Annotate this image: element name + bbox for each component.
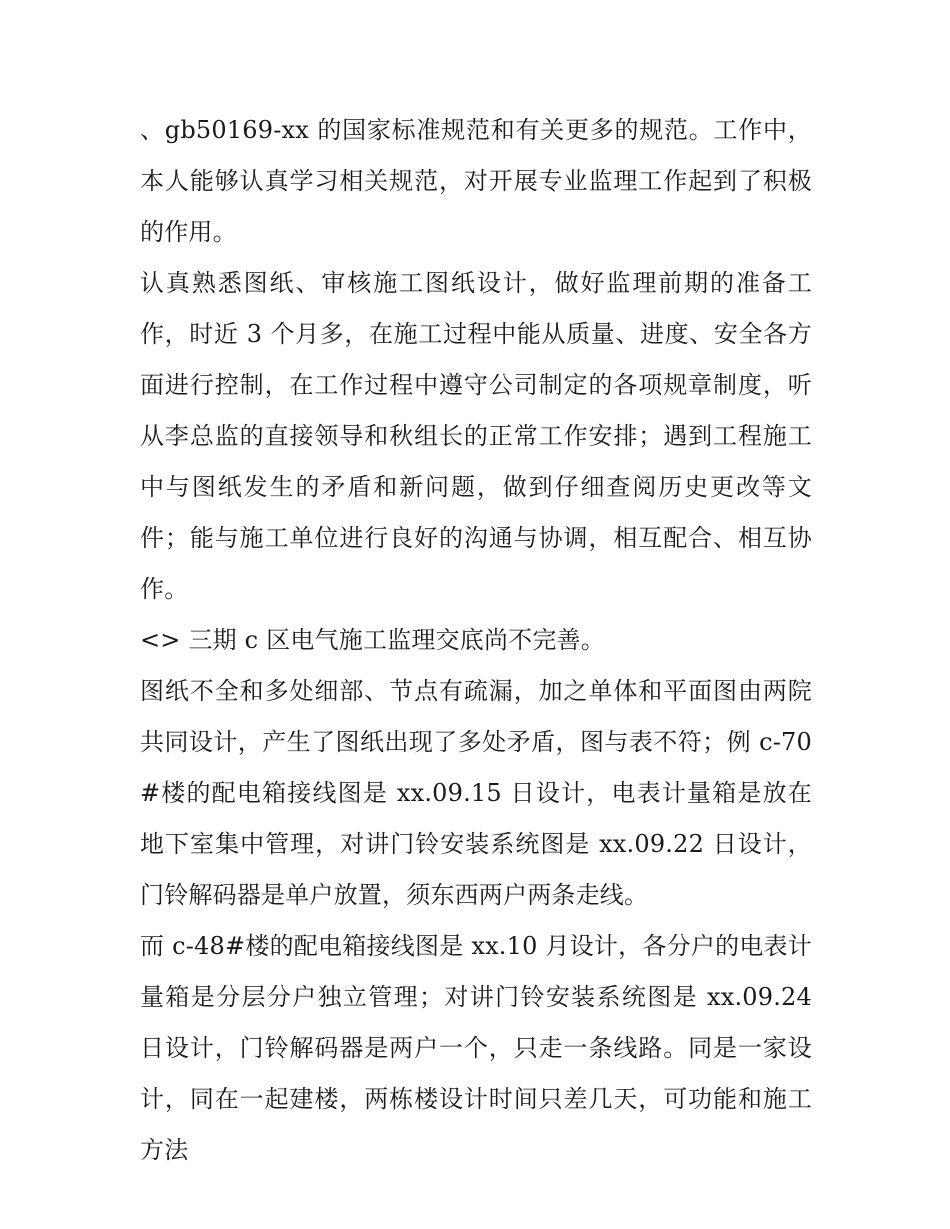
document-body: [140, 105, 812, 1176]
paragraph-drawing-conflicts: 图纸不全和多处细部、节点有疏漏，加之单体和平面图由两院共同设计，产生了图纸出现了多处矛盾，图与表不符；例 c-70#楼的配电箱接线图是 xx.09.15 日设计，电表计量箱是放在地下室集中管理，对讲门铃安装系统图是 xx.09.22 日设计，门铃解码器是单户放置，须东西两户两条走线。: [140, 677, 812, 909]
paragraph-drawing-review: 认真熟悉图纸、审核施工图纸设计，做好监理前期的准备工作，时近 3 个月多，在施工过程中能从质量、进度、安全各方面进行控制，在工作过程中遵守公司制定的各项规章制度，听从李总监的直接领导和秋组长的正常工作安排；遇到工程施工中与图纸发生的矛盾和新问题，做到仔细查阅历史更改等文件；能与施工单位进行良好的沟通与协调，相互配合、相互协作。: [140, 269, 812, 603]
paragraph-building-comparison: 而 c-48#楼的配电箱接线图是 xx.10 月设计，各分户的电表计量箱是分层分户独立管理；对讲门铃安装系统图是 xx.09.24 日设计，门铃解码器是两户一个，只走一条线路。同是一家设计，同在一起建楼，两栋楼设计时间只差几天，可功能和施工方法: [140, 932, 812, 1164]
paragraph-issue-heading: <> 三期 c 区电气施工监理交底尚不完善。: [140, 626, 605, 654]
paragraph-standards: 、gb50169-xx 的国家标准规范和有关更多的规范。工作中，本人能够认真学习相关规范，对开展专业监理工作起到了积极的作用。: [140, 116, 812, 246]
